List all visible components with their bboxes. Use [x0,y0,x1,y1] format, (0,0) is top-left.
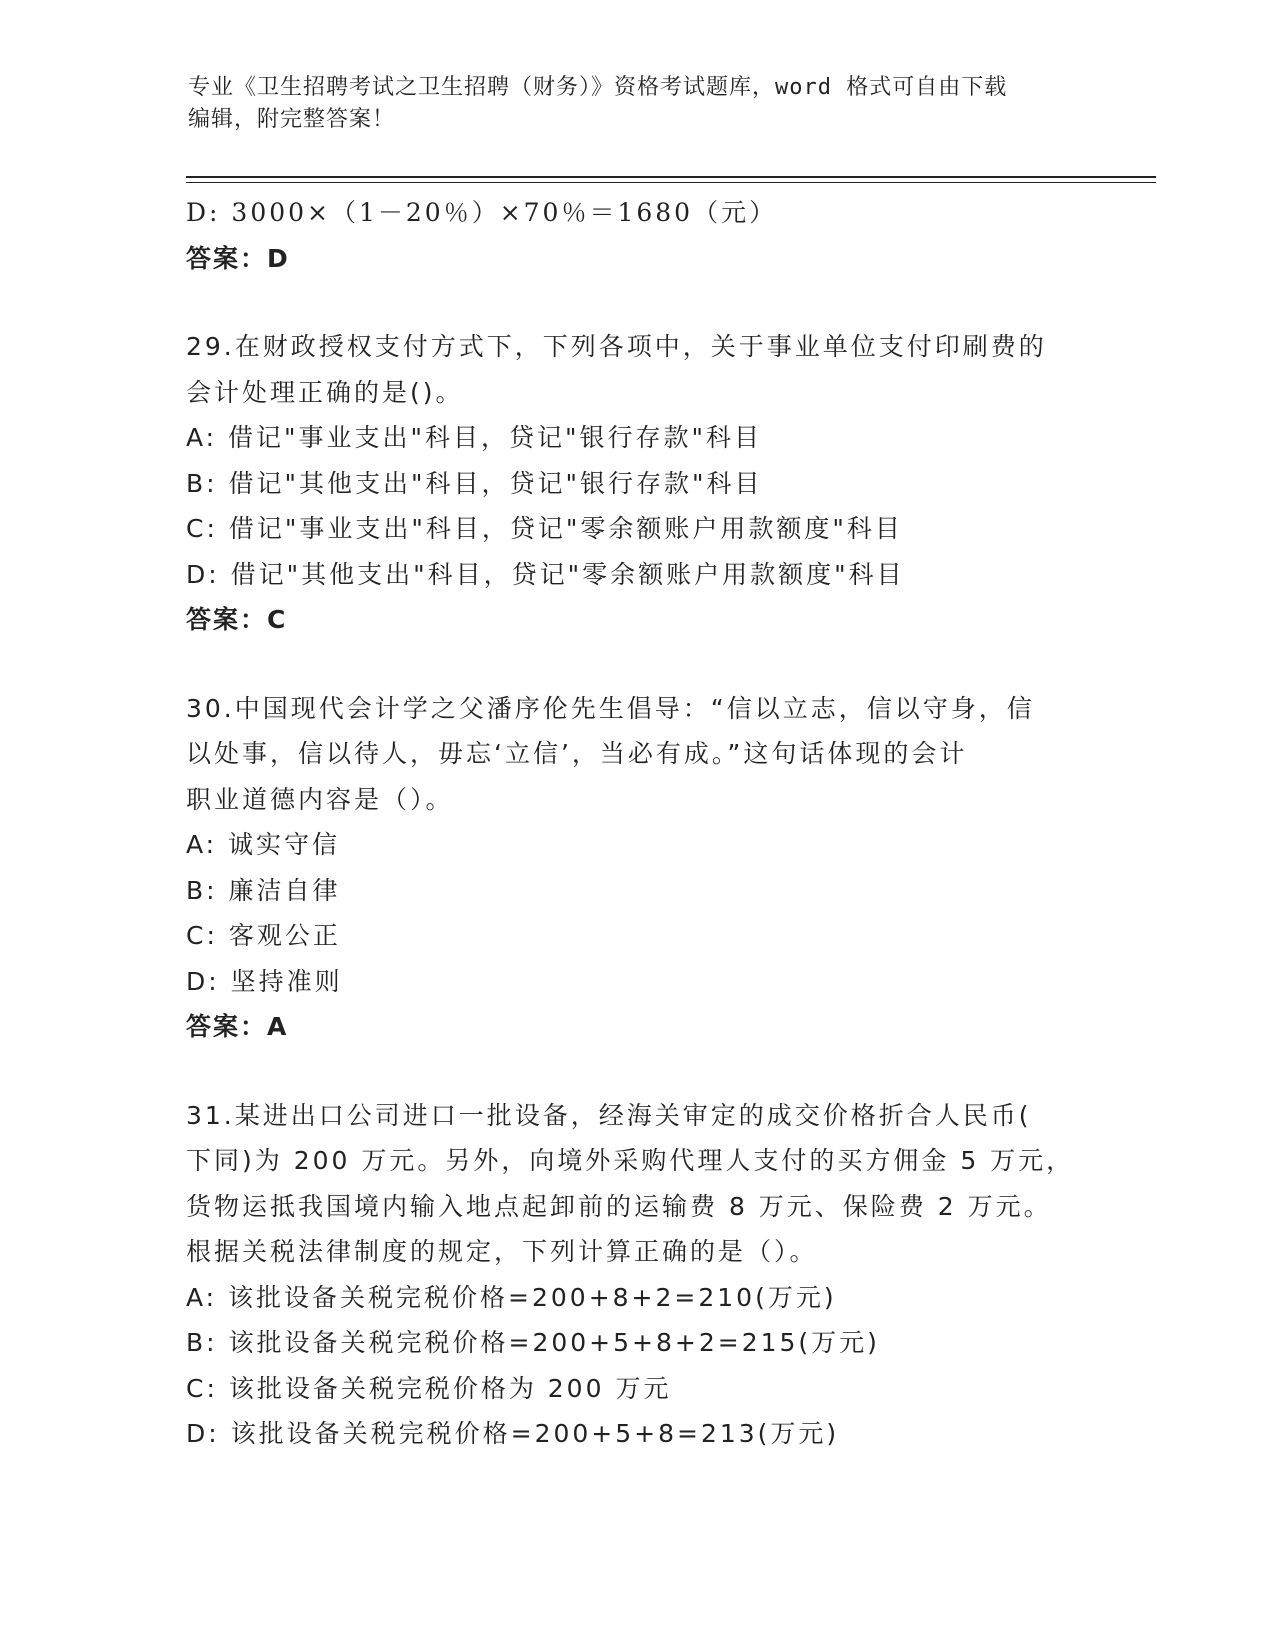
question-text-line: 30.中国现代会计学之父潘序伦先生倡导：“信以立志，信以守身，信 [186,693,1035,723]
question-text-line: 职业道德内容是（）。 [186,784,454,814]
question-28-tail [186,190,1086,281]
question-31 [186,1093,1086,1457]
question-text-line: 以处事，信以待人，毋忘‘立信’，当必有成。”这句话体现的会计 [186,739,968,768]
answer-label: 答案：D [186,243,290,273]
header-line-1: 专业《卫生招聘考试之卫生招聘（财务）》资格考试题库，word 格式可自由下载 [188,75,1008,100]
spacer [186,643,1086,686]
question-30 [186,686,1086,1050]
option-b: B: 廉洁自律 [186,875,341,905]
question-29 [186,324,1086,643]
option-d: D: 3000×（1－20％）×70％＝1680（元） [186,198,778,227]
option-d: D: 该批设备关税完税价格=200+5+8=213(万元) [186,1419,840,1448]
page-header [188,72,1088,136]
question-text-line: 31.某进出口公司进口一批设备，经海关审定的成交价格折合人民币( [186,1100,1032,1130]
option-d: D: 坚持准则 [186,966,343,996]
option-c: C: 借记"事业支出"科目，贷记"零余额账户用款额度"科目 [186,514,903,543]
spacer [186,281,1086,324]
option-b: B: 该批设备关税完税价格=200+5+8+2=215(万元) [186,1328,880,1357]
question-text-line: 下同)为 200 万元。另外，向境外采购代理人支付的买方佣金 5 万元， [186,1146,1075,1175]
question-text-line: 会计处理正确的是()。 [186,377,464,407]
answer-label: 答案：C [186,605,288,634]
option-c: C: 客观公正 [186,921,341,950]
answer-label: 答案：A [186,1012,289,1041]
question-text-line: 货物运抵我国境内输入地点起卸前的运输费 8 万元、保险费 2 万元。 [186,1191,1052,1221]
option-c: C: 该批设备关税完税价格为 200 万元 [186,1373,672,1403]
option-b: B: 借记"其他支出"科目，贷记"银行存款"科目 [186,468,763,498]
header-divider-thin [186,182,1156,183]
question-text-line: 根据关税法律制度的规定，下列计算正确的是（）。 [186,1237,818,1266]
header-line-2: 编辑，附完整答案！ [188,107,396,132]
question-list [186,190,1086,1457]
option-a: A: 借记"事业支出"科目，贷记"银行存款"科目 [186,423,763,452]
question-text-line: 29.在财政授权支付方式下，下列各项中，关于事业单位支付印刷费的 [186,332,1047,361]
option-d: D: 借记"其他支出"科目，贷记"零余额账户用款额度"科目 [186,559,905,589]
header-divider-thick [186,176,1156,178]
spacer [186,1050,1086,1093]
option-a: A: 诚实守信 [186,830,341,859]
option-a: A: 该批设备关税完税价格=200+8+2=210(万元) [186,1282,837,1312]
